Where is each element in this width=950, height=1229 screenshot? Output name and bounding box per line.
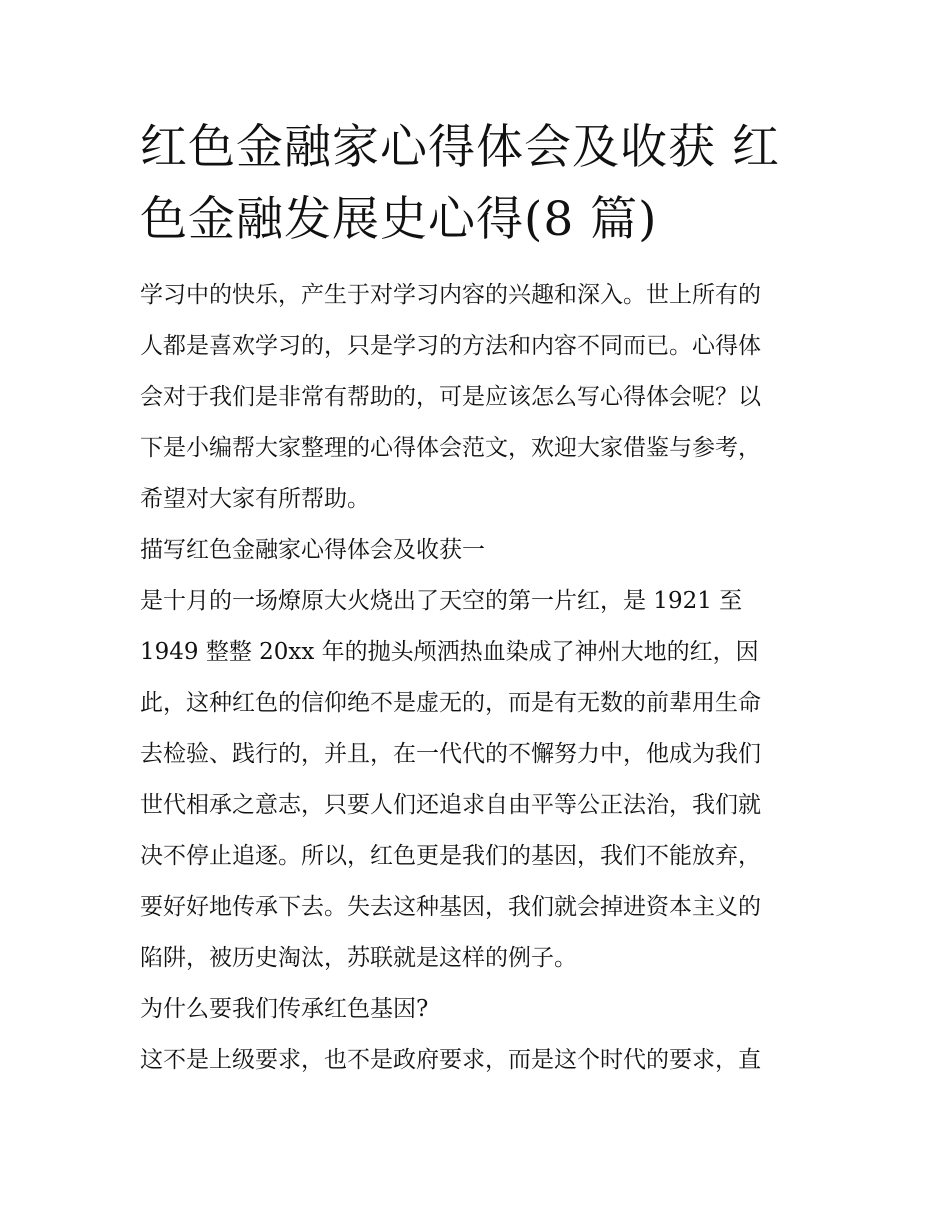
title-line: 色金融发展史心得(8 篇) — [140, 192, 658, 247]
body-line: 要好好地传承下去。失去这种基因，我们就会掉进资本主义的 — [140, 894, 761, 920]
body-line: 会对于我们是非常有帮助的，可是应该怎么写心得体会呢？以 — [140, 384, 761, 410]
body-line: 下是小编帮大家整理的心得体会范文，欢迎大家借鉴与参考， — [140, 435, 761, 461]
body-line: 1949 整整 20xx 年的抛头颅洒热血染成了神州大地的红，因 — [140, 639, 759, 665]
body-line: 此，这种红色的信仰绝不是虚无的，而是有无数的前辈用生命 — [140, 690, 761, 716]
body-line: 去检验、践行的，并且，在一代代的不懈努力中，他成为我们 — [140, 741, 761, 767]
body-line: 学习中的快乐，产生于对学习内容的兴趣和深入。世上所有的 — [140, 282, 761, 308]
body-line: 希望对大家有所帮助。 — [140, 486, 370, 512]
body-line: 人都是喜欢学习的，只是学习的方法和内容不同而已。心得体 — [140, 333, 761, 359]
body-line: 这不是上级要求，也不是政府要求，而是这个时代的要求，直 — [140, 1047, 761, 1073]
question-line: 为什么要我们传承红色基因? — [140, 996, 429, 1022]
body-line: 是十月的一场燎原大火烧出了天空的第一片红，是 1921 至 — [140, 588, 743, 614]
title-line: 红色金融家心得体会及收获 红 — [140, 120, 780, 175]
document-page — [140, 112, 815, 1086]
body-line: 决不停止追逐。所以，红色更是我们的基因，我们不能放弃， — [140, 843, 761, 869]
document-body — [140, 270, 815, 1086]
body-line: 陷阱，被历史淘汰，苏联就是这样的例子。 — [140, 945, 577, 971]
document-title — [140, 112, 815, 256]
section-heading: 描写红色金融家心得体会及收获一 — [140, 537, 485, 563]
body-line: 世代相承之意志，只要人们还追求自由平等公正法治，我们就 — [140, 792, 761, 818]
